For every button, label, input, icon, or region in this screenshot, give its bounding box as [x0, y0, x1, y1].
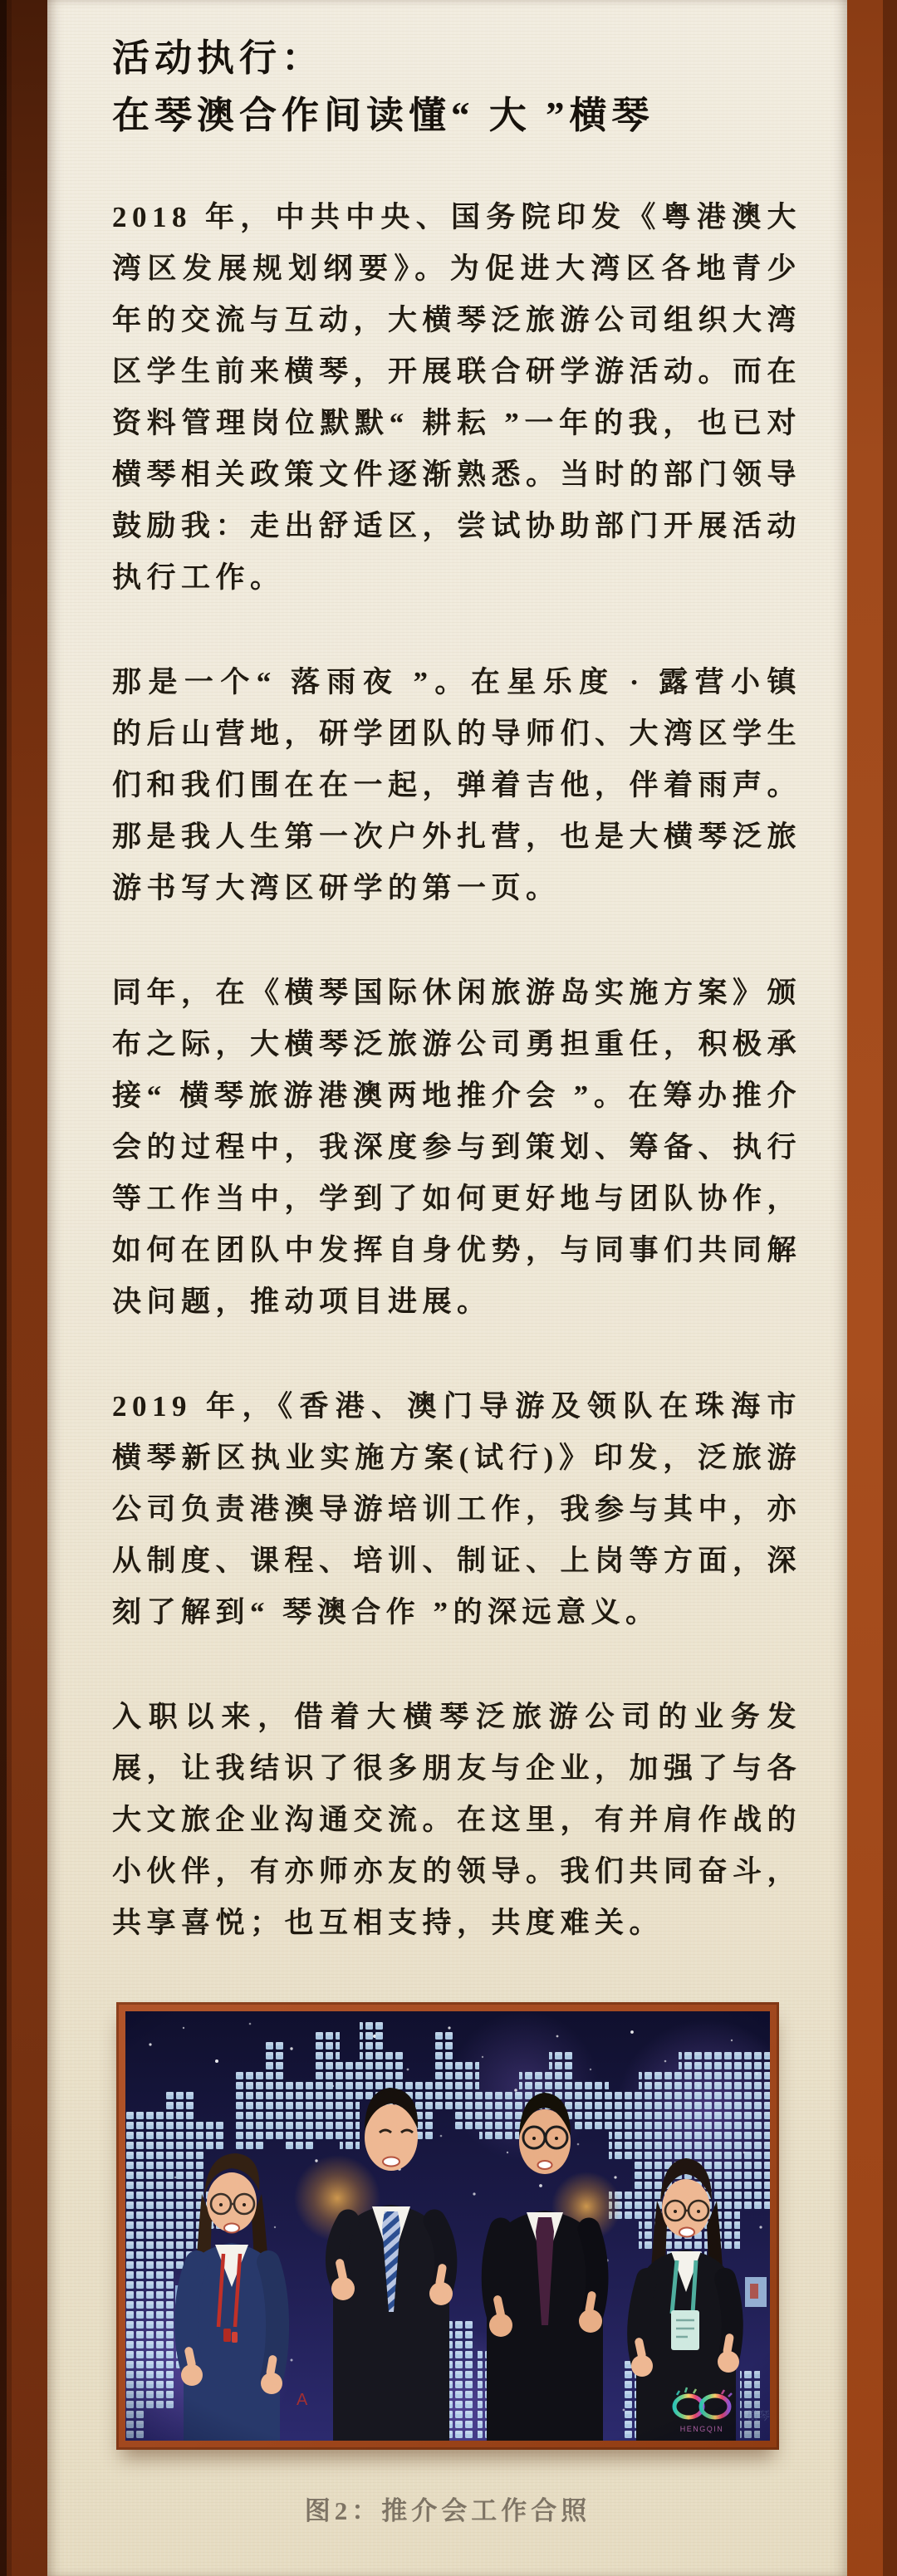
- article-body: [112, 192, 801, 1949]
- paragraph-3: 同年，在《横琴国际休闲旅游岛实施方案》颁布之际，大横琴泛旅游公司勇担重任，积极承接“ 横琴旅游港澳两地推介会 ”。在筹办推介会的过程中，我深度参与到策划、筹备、执行等工作当中，学到了如何更好地与团队协作，如何在团队中发挥自身优势，与同事们共同解决问题，推动项目进展。: [112, 977, 802, 1318]
- figure-caption: 图2：推介会工作合照: [304, 2496, 591, 2525]
- title-line-2: 在琴澳合作间读懂“ 大 ”横琴: [112, 95, 654, 136]
- paragraph-2: 那是一个“ 落雨夜 ”。在星乐度 · 露营小镇的后山营地，研学团队的导师们、大湾区学生们和我们围在在一起，弹着吉他，伴着雨声。那是我人生第一次户外扎营，也是大横琴泛旅游书写大湾区研学的第一页。: [112, 666, 802, 904]
- figure: [116, 2002, 779, 2527]
- article-page: [47, 0, 847, 2576]
- article-content: [47, 30, 847, 1949]
- paragraph-4: 2019 年，《香港、澳门导游及领队在珠海市横琴新区执业实施方案(试行)》印发，泛旅游公司负责港澳导游培训工作，我参与其中，亦从制度、课程、培训、制证、上岗等方面，深刻了解到“ 琴澳合作 ”的深远意义。: [112, 1390, 802, 1628]
- right-border-decoration: [847, 0, 897, 2576]
- article-title: [112, 30, 801, 144]
- paragraph-1: 2018 年，中共中央、国务院印发《粤港澳大湾区发展规划纲要》。为促进大湾区各地青少年的交流与互动，大横琴泛旅游公司组织大湾区学生前来横琴，开展联合研学游活动。而在资料管理岗位默默“ 耕耘 ”一年的我，也已对横琴相关政策文件逐渐熟悉。当时的部门领导鼓励我：走出舒适区，尝试协助部门开展活动执行工作。: [112, 201, 802, 594]
- left-border-decoration: [0, 0, 47, 2576]
- paragraph-5: 入职以来，借着大横琴泛旅游公司的业务发展，让我结识了很多朋友与企业，加强了与各大文旅企业沟通交流。在这里，有并肩作战的小伙伴，有亦师亦友的领导。我们共同奋斗，共享喜悦；也互相支持，共度难关。: [112, 1701, 802, 1939]
- title-line-1: 活动执行：: [112, 37, 325, 79]
- photo-vignette: [125, 2011, 770, 2441]
- photo-frame: [116, 2002, 779, 2450]
- group-photo-illustration: [125, 2011, 770, 2441]
